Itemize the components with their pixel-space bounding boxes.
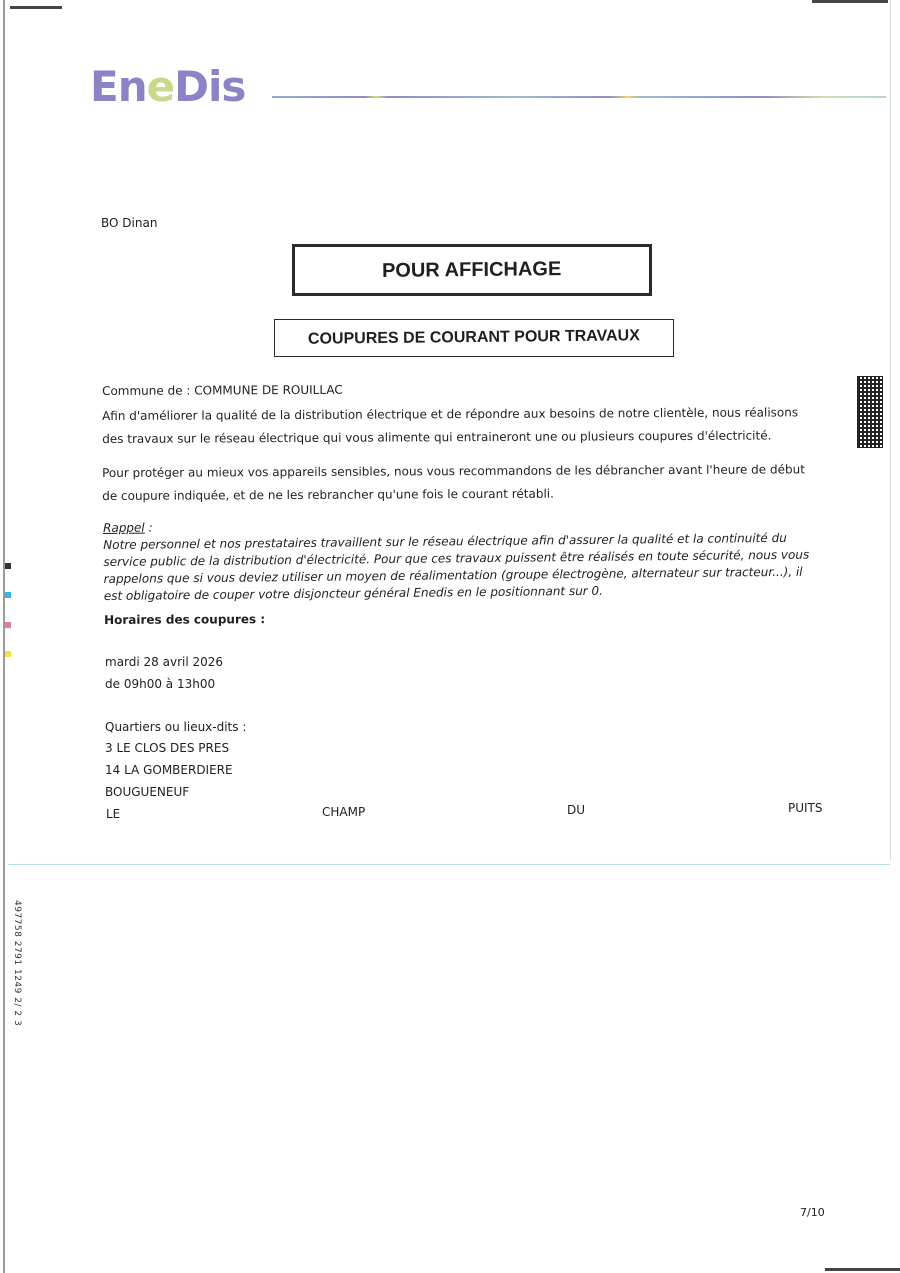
rappel-block [103,512,824,605]
page-number: 7/10 [800,1206,825,1219]
page-title: POUR AFFICHAGE [382,257,562,282]
scan-edge-mark [10,6,62,9]
place-item: BOUGUENEUF [105,785,190,799]
page-subtitle: COUPURES DE COURANT POUR TRAVAUX [307,327,641,348]
quartiers-title: Quartiers ou lieux-dits : [105,720,247,734]
fold-line [8,864,890,865]
enedis-logo: EneDis [90,62,246,111]
outage-time: de 09h00 à 13h00 [105,677,216,691]
registration-mark-black [5,563,11,569]
intro-paragraph-2: Pour protéger au mieux vos appareils sensibles, nous vous recommandons de les débrancher avant l'heure de début de coupure indiquée, et de ne les rebrancher qu'une fois le courant rétabli. [102,462,805,503]
scan-left-edge [3,0,5,1273]
scan-edge-mark [825,1268,900,1271]
scan-right-edge [890,0,891,860]
subtitle-box [274,319,674,357]
place-word: DU [567,803,586,817]
rappel-colon: : [144,520,153,535]
place-item: 3 LE CLOS DES PRES [105,741,230,755]
title-box [292,244,652,296]
place-word: CHAMP [322,805,366,819]
intro-paragraph-1: Afin d'améliorer la qualité de la distribution électrique et de répondre aux besoins de notre clientèle, nous réalisons des travaux sur le réseau électrique qui vous alimente qui entraineront une ou plusieurs coupures d'électricité. [102,405,799,446]
side-tracking-code: 497758 2791 1249 2/ 2 3 [12,900,22,1027]
registration-mark-cyan [5,592,11,598]
registration-mark-magenta [5,622,11,628]
rappel-title: Rappel [103,520,145,535]
scan-edge-mark [812,0,888,3]
commune-line: Commune de : COMMUNE DE ROUILLAC [102,382,343,398]
horaires-title: Horaires des coupures : [104,612,266,627]
datamatrix-code [857,376,883,448]
header-rule [272,96,886,98]
registration-mark-yellow [5,651,11,657]
rappel-text: Notre personnel et nos prestataires travaillent sur le réseau électrique afin d'assurer la qualité et la continuité du service public de la distribution d'électricité. Pour que ces travaux puissent être réalisés en toute sécurité, nous vous rappelons que si vous deviez utiliser un moyen de réalimentation (groupe électrogène, alternateur sur tracteur...), il est obligatoire de couper votre disjoncteur général Enedis en le positionnant sur 0. [103,530,810,603]
sender: BO Dinan [101,216,158,230]
outage-date: mardi 28 avril 2026 [105,655,224,669]
place-word: LE [106,807,121,821]
place-item: 14 LA GOMBERDIERE [105,763,233,777]
place-word: PUITS [788,801,823,815]
